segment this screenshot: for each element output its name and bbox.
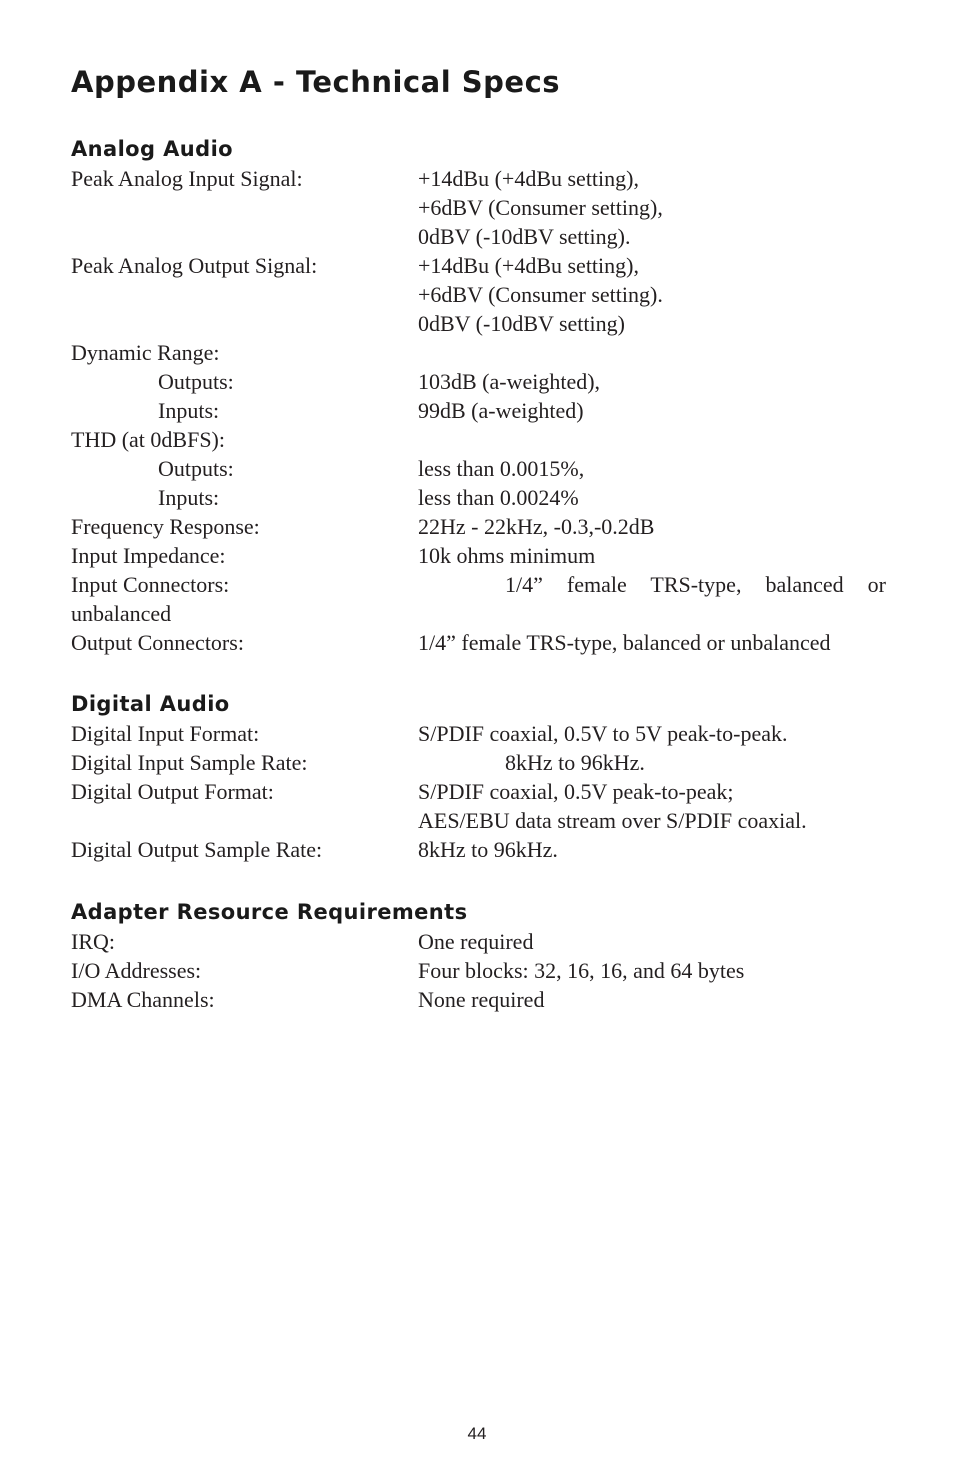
spec-row [71,835,886,864]
page-title: Appendix A - Technical Specs [71,65,561,99]
spec-row [71,483,886,512]
spec-value: None required [418,987,545,1012]
spec-value: less than 0.0024% [418,485,579,510]
spec-value: 8kHz to 96kHz. [505,750,645,775]
spec-value: 10k ohms minimum [418,543,596,568]
analog-audio-heading: Analog Audio [71,137,234,161]
spec-value: less than 0.0015%, [418,456,585,481]
spec-sublabel: Outputs: [158,369,234,394]
spec-row [71,927,886,956]
adapter-resources-section [71,898,886,1014]
spec-row [71,570,886,599]
spec-label: DMA Channels: [71,987,215,1012]
spec-value: 1/4” female TRS-type, balanced or unbalanced [418,630,831,655]
spec-value: 22Hz - 22kHz, -0.3,-0.2dB [418,514,655,539]
spec-value: One required [418,929,534,954]
spec-row [71,541,886,570]
spec-sublabel: Inputs: [158,485,220,510]
page-number: 44 [467,1424,487,1443]
spec-label [71,222,418,251]
spec-value: AES/EBU data stream over S/PDIF coaxial. [418,808,807,833]
spec-label: Digital Output Format: [71,779,274,804]
spec-row [71,367,886,396]
spec-value: 99dB (a-weighted) [418,398,584,423]
spec-value: Four blocks: 32, 16, 16, and 64 bytes [418,958,745,983]
spec-label: Dynamic Range: [71,340,220,365]
spec-row [71,280,886,309]
spec-value: S/PDIF coaxial, 0.5V peak-to-peak; [418,779,734,804]
spec-value: +14dBu (+4dBu setting), [418,166,639,191]
spec-label: I/O Addresses: [71,958,202,983]
spec-value: +6dBV (Consumer setting), [418,195,663,220]
spec-value: 0dBV (-10dBV setting). [418,224,631,249]
spec-label: THD (at 0dBFS): [71,427,225,452]
spec-label [71,309,418,338]
spec-value: +6dBV (Consumer setting). [418,282,663,307]
spec-label [71,193,418,222]
spec-label [71,280,418,309]
spec-row [71,251,886,280]
spec-row [71,338,886,367]
spec-value: S/PDIF coaxial, 0.5V to 5V peak-to-peak. [418,721,788,746]
spec-row [71,425,886,454]
spec-value-continuation: unbalanced [71,601,172,626]
spec-value [418,338,886,367]
digital-audio-heading: Digital Audio [71,692,230,716]
spec-value: +14dBu (+4dBu setting), [418,253,639,278]
spec-row [71,512,886,541]
spec-row [71,777,886,806]
spec-sublabel: Outputs: [158,456,234,481]
spec-row [71,748,886,777]
spec-row [71,719,886,748]
spec-row [71,956,886,985]
spec-row [71,222,886,251]
spec-label: Frequency Response: [71,514,260,539]
spec-label: IRQ: [71,929,115,954]
spec-row [71,193,886,222]
spec-label [71,806,418,835]
spec-label: Input Connectors: [71,572,230,597]
spec-label: Digital Output Sample Rate: [71,837,323,862]
spec-label: Digital Input Sample Rate: [71,750,308,775]
spec-label: Peak Analog Output Signal: [71,253,318,278]
spec-row [71,396,886,425]
analog-audio-section [71,135,886,657]
spec-sublabel: Inputs: [158,398,220,423]
spec-value [418,425,886,454]
adapter-resources-heading: Adapter Resource Requirements [71,900,468,924]
spec-row [71,985,886,1014]
spec-row [71,599,886,628]
spec-value [418,599,886,628]
spec-value: 8kHz to 96kHz. [418,837,558,862]
spec-row [71,806,886,835]
spec-row [71,628,886,657]
spec-label: Digital Input Format: [71,721,260,746]
spec-value: 1/4” female TRS-type, balanced or [505,572,886,597]
spec-row [71,309,886,338]
spec-label: Output Connectors: [71,630,244,655]
spec-row [71,454,886,483]
spec-row [71,164,886,193]
spec-label: Peak Analog Input Signal: [71,166,303,191]
spec-value: 0dBV (-10dBV setting) [418,311,625,336]
digital-audio-section [71,690,886,864]
spec-label: Input Impedance: [71,543,226,568]
spec-value: 103dB (a-weighted), [418,369,601,394]
